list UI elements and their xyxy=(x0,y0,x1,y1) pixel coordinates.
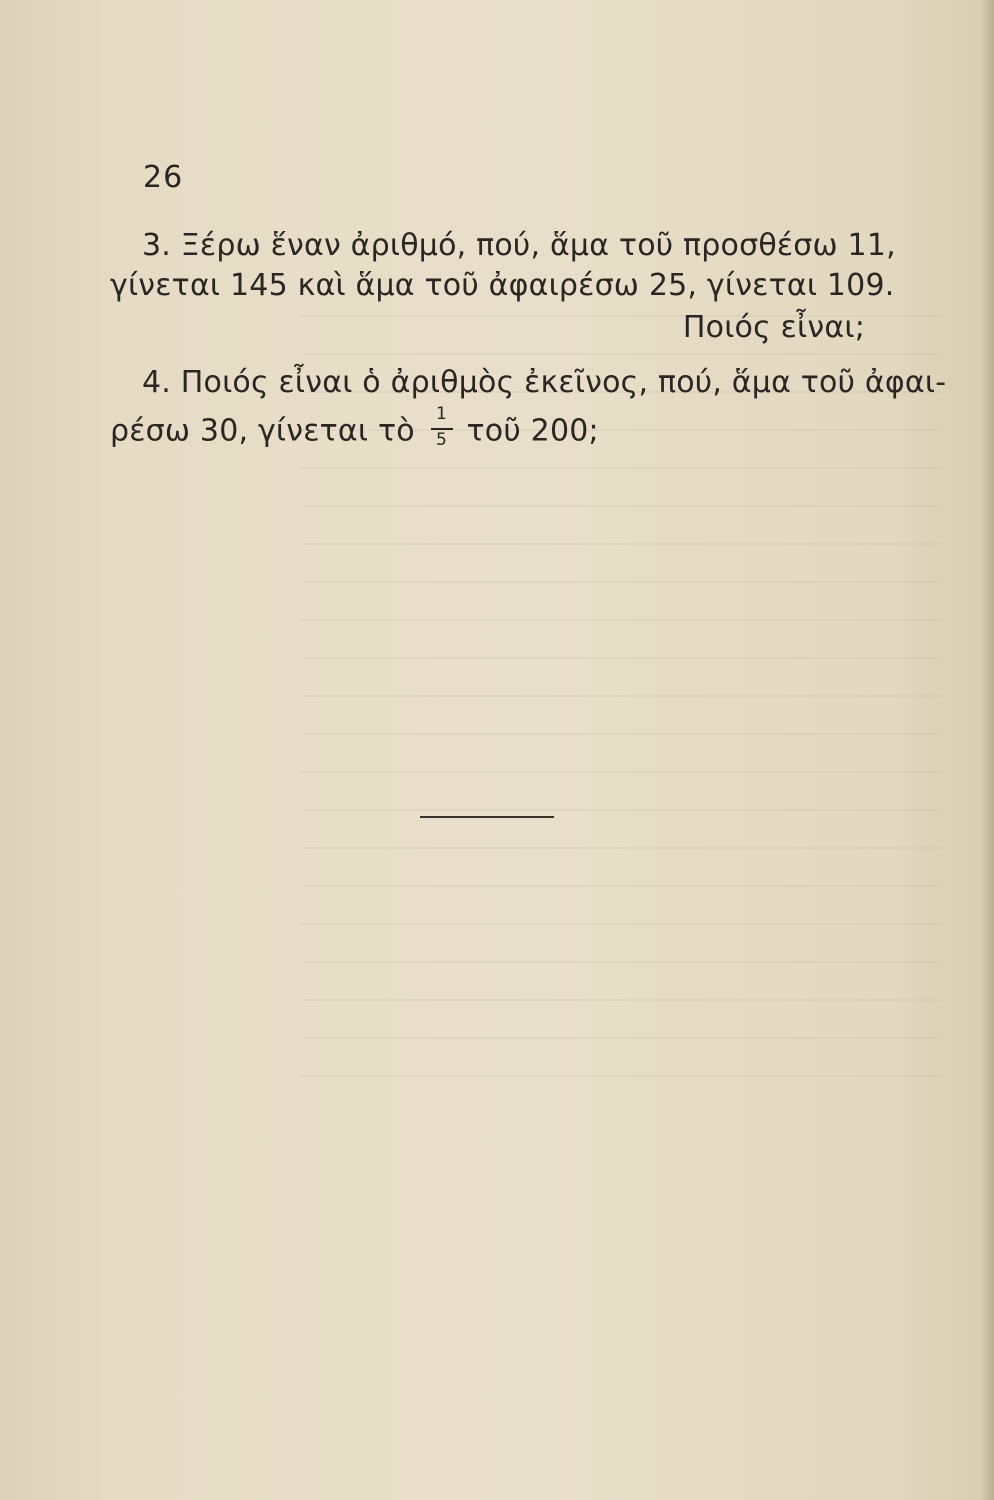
problem-4-line-2 xyxy=(110,404,865,452)
problem-4-line-1: 4. Ποιός εἶναι ὁ ἀριθμὸς ἐκεῖνος, πού, ἅμα τοῦ ἀφαι- xyxy=(142,365,947,400)
problem-3-question: Ποιός εἶναι; xyxy=(682,310,865,345)
fraction-one-fifth xyxy=(431,404,453,452)
problem-4-text-after-fraction: τοῦ 200; xyxy=(466,413,599,449)
problem-4-text-before-fraction: ρέσω 30, γίνεται τὸ xyxy=(110,413,415,449)
section-divider-rule xyxy=(420,816,554,818)
fraction-numerator: 1 xyxy=(436,404,448,424)
page-edge-shadow xyxy=(980,0,994,1500)
page-number: 26 xyxy=(143,160,184,195)
fraction-denominator: 5 xyxy=(436,430,448,450)
problem-3-line-2: γίνεται 145 καὶ ἅμα τοῦ ἀφαιρέσω 25, γίνεται 109. xyxy=(110,268,895,303)
problem-3-line-1: 3. Ξέρω ἕναν ἀριθμό, πού, ἅμα τοῦ προσθέσω 11, xyxy=(142,228,896,263)
